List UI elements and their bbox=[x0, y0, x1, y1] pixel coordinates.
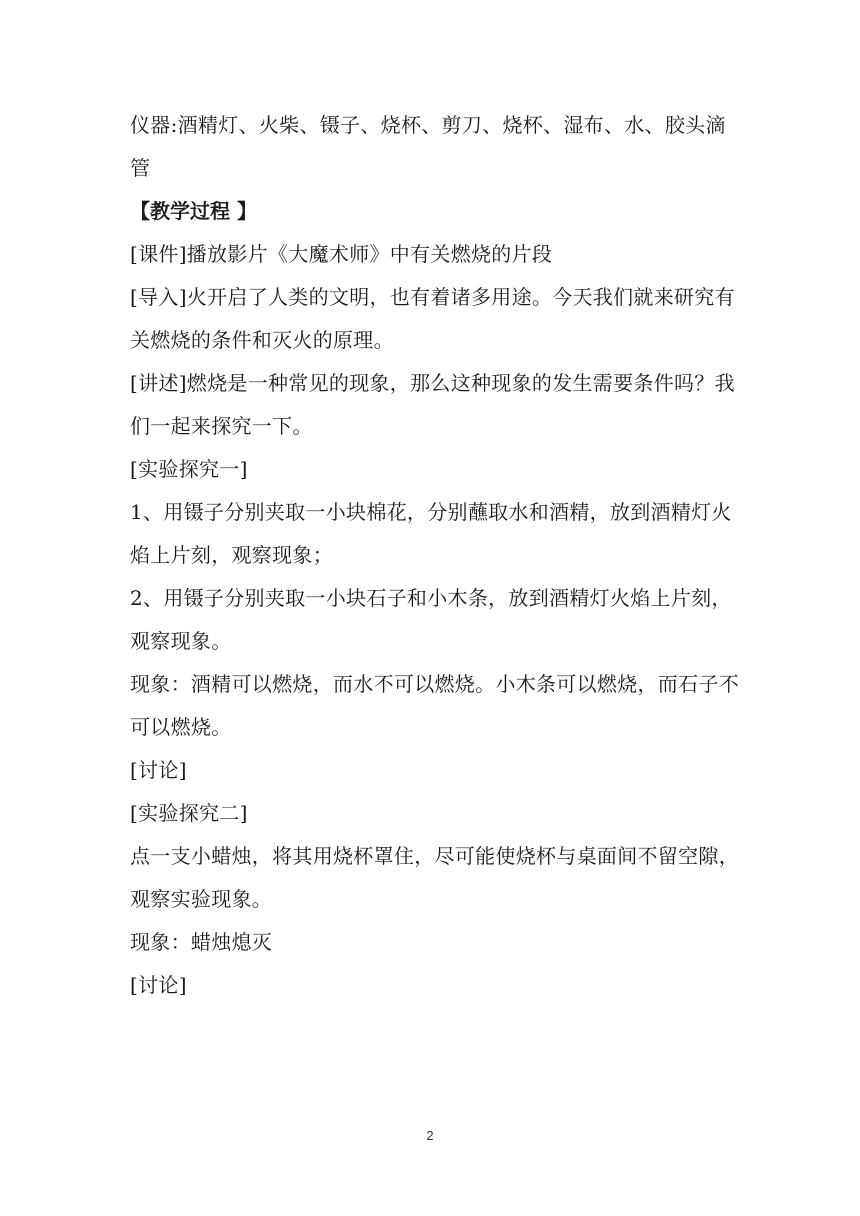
phenomenon-one-line-1: 现象：酒精可以燃烧，而水不可以燃烧。小木条可以燃烧，而石子不 bbox=[130, 672, 739, 696]
experiment-one-step-2-line-2: 观察现象。 bbox=[130, 629, 232, 653]
experiment-two-line-2: 观察实验现象。 bbox=[130, 887, 273, 911]
document-body bbox=[130, 104, 739, 1007]
page-number: 2 bbox=[426, 1128, 434, 1143]
instruments-line-1: 仪器:酒精灯、火柴、镊子、烧杯、剪刀、烧杯、湿布、水、胶头滴 bbox=[130, 113, 726, 137]
experiment-one-heading: [实验探究一] bbox=[130, 457, 248, 481]
courseware-line: [课件]播放影片《大魔术师》中有关燃烧的片段 bbox=[130, 242, 553, 266]
experiment-one-step-1-line-1: 1、用镊子分别夹取一小块棉花，分别蘸取水和酒精，放到酒精灯火 bbox=[130, 500, 732, 524]
introduction-line-1: [导入]火开启了人类的文明，也有着诸多用途。今天我们就来研究有 bbox=[130, 285, 735, 309]
introduction-line-2: 关燃烧的条件和灭火的原理。 bbox=[130, 328, 394, 352]
experiment-two-line-1: 点一支小蜡烛，将其用烧杯罩住，尽可能使烧杯与桌面间不留空隙， bbox=[130, 844, 739, 868]
discussion-one: [讨论] bbox=[130, 758, 187, 782]
experiment-one-step-1-line-2: 焰上片刻，观察现象； bbox=[130, 543, 333, 567]
experiment-one-step-2-line-1: 2、用镊子分别夹取一小块石子和小木条，放到酒精灯火焰上片刻， bbox=[130, 586, 732, 610]
phenomenon-one-line-2: 可以燃烧。 bbox=[130, 715, 232, 739]
phenomenon-two: 现象：蜡烛熄灭 bbox=[130, 930, 273, 954]
narration-line-1: [讲述]燃烧是一种常见的现象，那么这种现象的发生需要条件吗？我 bbox=[130, 371, 735, 395]
teaching-process-heading: 【教学过程 】 bbox=[130, 199, 257, 223]
experiment-two-heading: [实验探究二] bbox=[130, 801, 248, 825]
instruments-line-2: 管 bbox=[130, 156, 151, 180]
discussion-two: [讨论] bbox=[130, 973, 187, 997]
narration-line-2: 们一起来探究一下。 bbox=[130, 414, 313, 438]
